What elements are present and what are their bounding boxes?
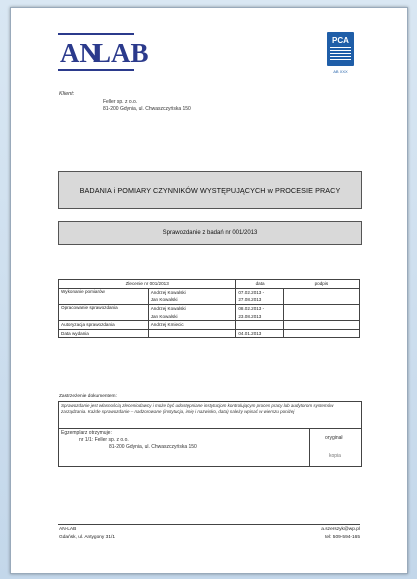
date-cell: 04.01.2013 bbox=[236, 329, 284, 338]
logo-left-text: AN bbox=[60, 38, 99, 68]
signature-cell bbox=[284, 320, 360, 329]
person-cell bbox=[148, 329, 236, 338]
notes-box bbox=[58, 401, 362, 467]
date-cell bbox=[236, 320, 284, 329]
responsibility-table bbox=[58, 279, 360, 338]
table-row bbox=[59, 329, 360, 338]
date-cell: 07.02.2013 - bbox=[236, 288, 284, 296]
document-title bbox=[58, 171, 362, 209]
role-cell: Wykonanie pomiarów bbox=[59, 288, 149, 304]
notes-divider bbox=[59, 428, 361, 429]
document-page bbox=[10, 7, 408, 574]
footer-email: a.szerszyk@wp.pl bbox=[321, 527, 360, 532]
anlab-logo bbox=[58, 32, 149, 72]
pca-text: PCA bbox=[332, 36, 349, 45]
notes-label: Zastrzeżenie dokumentem: bbox=[59, 394, 117, 399]
copy-recipient-address: 81-200 Gdynia, ul. Chwaszczyńska 150 bbox=[109, 444, 197, 450]
footer-phone: tel: 509-594-165 bbox=[325, 535, 360, 540]
role-cell: Autoryzacja sprawozdania bbox=[59, 320, 149, 329]
signature-header-cell: podpis bbox=[284, 280, 360, 289]
report-number-box bbox=[58, 221, 362, 245]
notes-text: Sprawozdanie jest własnością zleceniodawcy i może być udostępniane instytucjom kontrolującym proces pracy lub audytorom systemów zarządzania. Każde sprawozdanie – nadzorowane (instytucja, imię i nazwisko, data) należy wpisać w wierszu poniżej bbox=[61, 403, 334, 415]
person-cell: Andrzej Kowalski bbox=[148, 304, 236, 312]
table-header-row bbox=[59, 280, 360, 289]
copy-recipient: nr 1/1: Feller sp. z o.o. bbox=[79, 437, 129, 443]
notes-vertical-divider bbox=[309, 428, 310, 466]
signature-cell bbox=[284, 288, 360, 304]
role-cell: Data wydania bbox=[59, 329, 149, 338]
client-name: Feller sp. z o.o. bbox=[103, 99, 138, 105]
order-number-cell: Zlecenie nr 001/2013 bbox=[59, 280, 236, 289]
pca-sub-text: AB XXX bbox=[333, 69, 348, 74]
footer-address: Gdańsk, ul. Antygony 31/1 bbox=[59, 535, 116, 540]
client-address: 81-200 Gdynia, ul. Chwaszczyńska 150 bbox=[103, 106, 191, 112]
footer-divider bbox=[58, 524, 360, 525]
date-cell: 27.08.2013 bbox=[236, 296, 284, 304]
date-header-cell: data bbox=[236, 280, 284, 289]
table-row bbox=[59, 320, 360, 329]
person-cell: Andrzej Kowalski bbox=[148, 288, 236, 296]
table-row bbox=[59, 304, 360, 312]
date-cell: 23.08.2013 bbox=[236, 312, 284, 320]
role-cell: Opracowanie sprawozdania bbox=[59, 304, 149, 320]
signature-cell bbox=[284, 304, 360, 320]
original-label: oryginał bbox=[325, 435, 343, 441]
copies-label: Egzemplarz otrzymuje: bbox=[61, 430, 112, 436]
date-cell: 08.02.2013 - bbox=[236, 304, 284, 312]
logo-right-text: LAB bbox=[93, 38, 149, 68]
accreditation-mark bbox=[321, 31, 360, 76]
person-cell: Andrzej Kmiecic bbox=[148, 320, 236, 329]
document-title-text: BADANIA i POMIARY CZYNNIKÓW WYSTĘPUJĄCYCH w PROCESIE PRACY bbox=[79, 185, 341, 195]
copy-label: kopia bbox=[329, 453, 341, 459]
table-row bbox=[59, 288, 360, 296]
footer-company: AN-LAB bbox=[59, 527, 77, 532]
client-label: Klient: bbox=[59, 91, 75, 97]
signature-cell bbox=[284, 329, 360, 338]
report-number-text: Sprawozdanie z badań nr 001/2013 bbox=[162, 230, 258, 236]
person-cell: Jan Kowalski bbox=[148, 312, 236, 320]
person-cell: Jan Kowalski bbox=[148, 296, 236, 304]
